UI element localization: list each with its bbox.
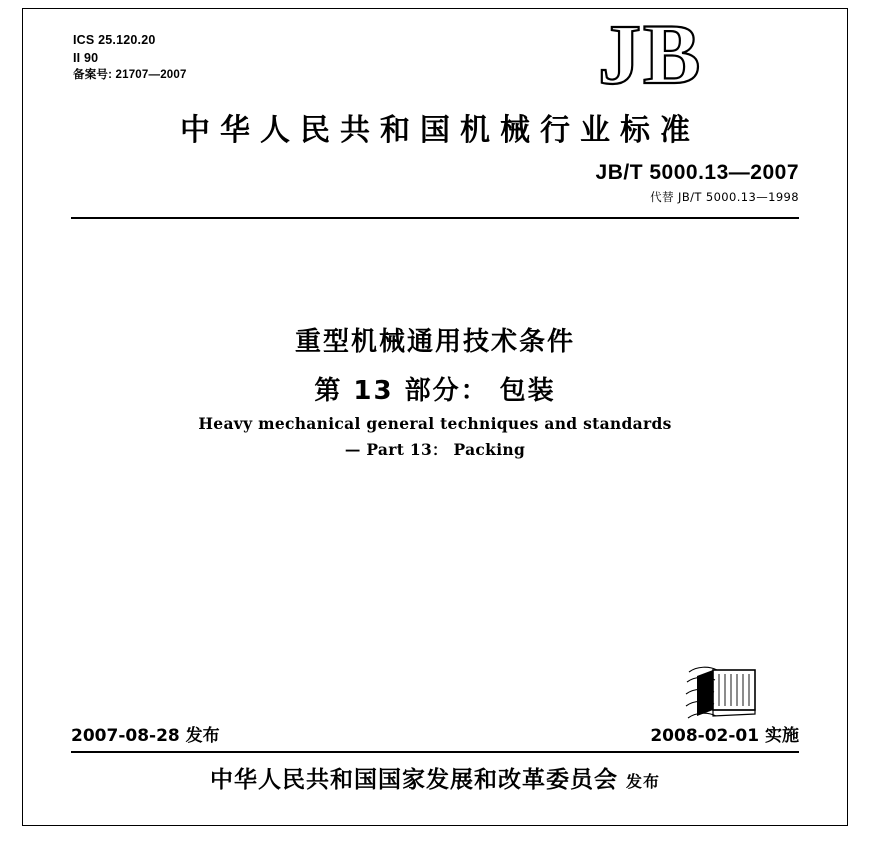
footer-divider	[71, 751, 799, 753]
publisher-verb: 发布	[625, 772, 660, 791]
title-en-line-1: Heavy mechanical general techniques and standards	[198, 414, 672, 433]
header-divider	[71, 217, 799, 219]
cover-sheet	[22, 8, 848, 826]
implementation-date: 2008-02-01 实施	[650, 726, 799, 746]
ics-code: ICS 25.120.20	[73, 33, 156, 47]
publisher-emblem-icon	[683, 664, 759, 726]
classification-code: II 90	[73, 51, 99, 66]
publisher-organization: 中华人民共和国国家发展和改革委员会	[209, 767, 618, 793]
document-title-en	[23, 414, 847, 460]
header-meta-block	[73, 31, 187, 84]
title-line-1: 重型机械通用技术条件	[294, 327, 575, 357]
standard-replaces: 代替 JB/T 5000.13—1998	[650, 190, 799, 204]
publisher-block	[23, 761, 847, 794]
dates-row	[71, 721, 799, 749]
title-en-line-2: — Part 13： Packing	[344, 440, 526, 459]
standard-number-block	[596, 161, 799, 205]
title-line-2: 第 13 部分： 包装	[314, 376, 556, 406]
jb-logo-icon	[598, 17, 788, 95]
banner-title: 中华人民共和国机械行业标准	[180, 113, 700, 148]
standard-number: JB/T 5000.13—2007	[595, 161, 799, 184]
svg-text:JB: JB	[598, 17, 703, 95]
issue-date: 2007-08-28 发布	[71, 726, 220, 746]
document-title-cn	[23, 321, 847, 407]
record-number: 备案号: 21707—2007	[73, 69, 187, 82]
